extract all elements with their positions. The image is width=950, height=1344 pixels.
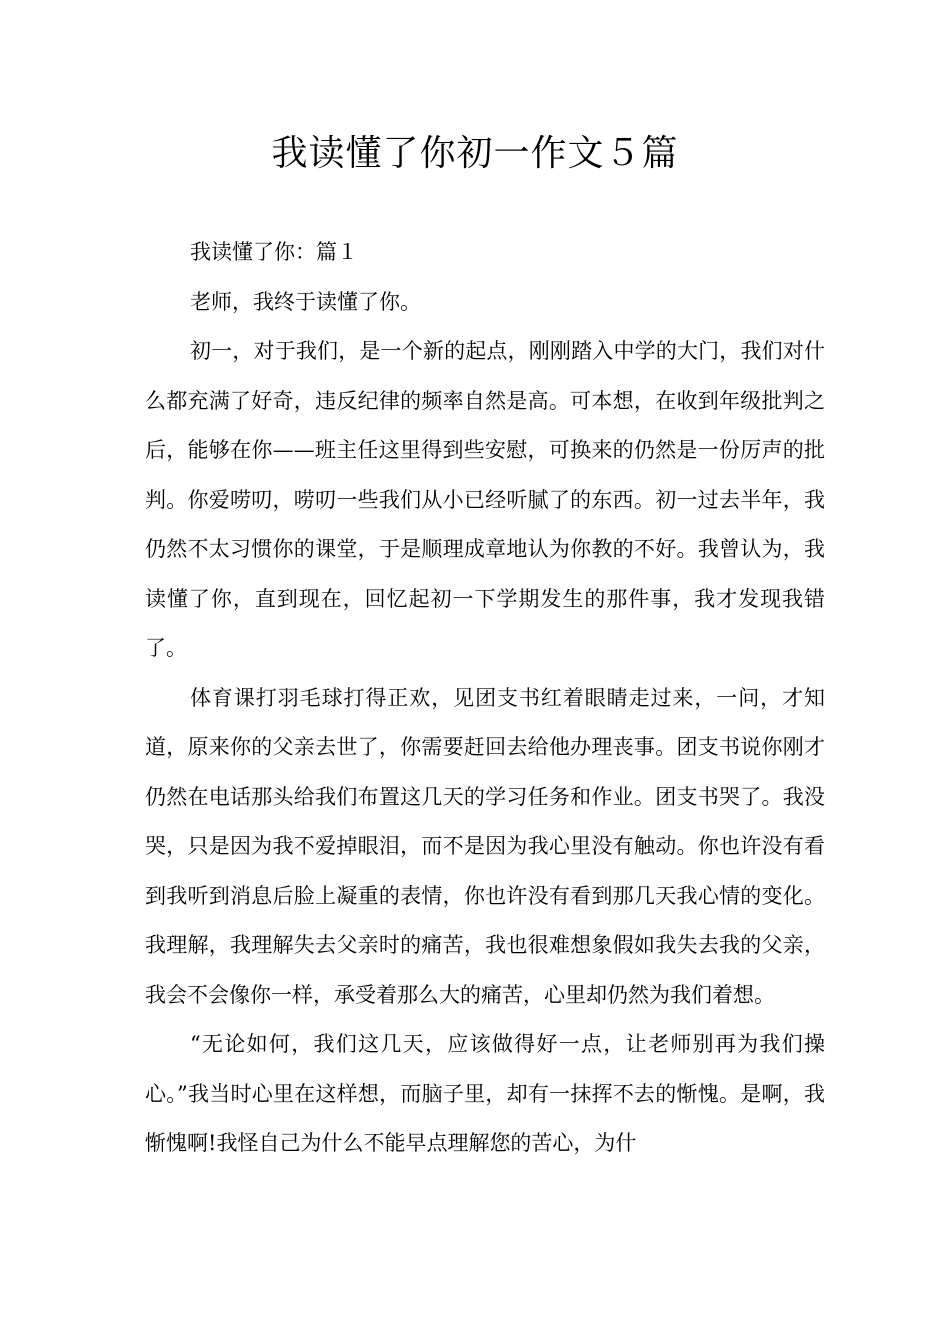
body-paragraph: 初一，对于我们，是一个新的起点，刚刚踏入中学的大门，我们对什么都充满了好奇，违反纪律的频率自然是高。可本想，在收到年级批判之后，能够在你——班主任这里得到些安慰，可换来的仍然是一份厉声的批判。你爱唠叨，唠叨一些我们从小已经听腻了的东西。初一过去半年，我仍然不太习惯你的课堂，于是顺理成章地认为你教的不好。我曾认为，我读懂了你，直到现在，回忆起初一下学期发生的那件事，我才发现我错了。 (145, 339, 825, 660)
document-body (145, 228, 825, 1169)
body-paragraph: 体育课打羽毛球打得正欢，见团支书红着眼睛走过来，一问，才知道，原来你的父亲去世了，你需要赶回去给他办理丧事。团支书说你刚才仍然在电话那头给我们布置这几天的学习任务和作业。团支书哭了。我没哭，只是因为我不爱掉眼泪，而不是因为我心里没有触动。你也许没有看到我听到消息后脸上凝重的表情，你也许没有看到那几天我心情的变化。我理解，我理解失去父亲时的痛苦，我也很难想象假如我失去我的父亲，我会不会像你一样，承受着那么大的痛苦，心里却仍然为我们着想。 (145, 685, 825, 1007)
heading-paragraph: 我读懂了你：篇１ (190, 240, 358, 264)
body-paragraph: “无论如何，我们这几天，应该做得好一点，让老师别再为我们操心。”我当时心里在这样想，而脑子里，却有一抹挥不去的惭愧。是啊，我惭愧啊!我怪自己为什么不能早点理解您的苦心，为什 (145, 1032, 825, 1155)
document-title: 我读懂了你初一作文５篇 (271, 133, 679, 174)
body-paragraph: 老师，我终于读懂了你。 (190, 289, 421, 314)
